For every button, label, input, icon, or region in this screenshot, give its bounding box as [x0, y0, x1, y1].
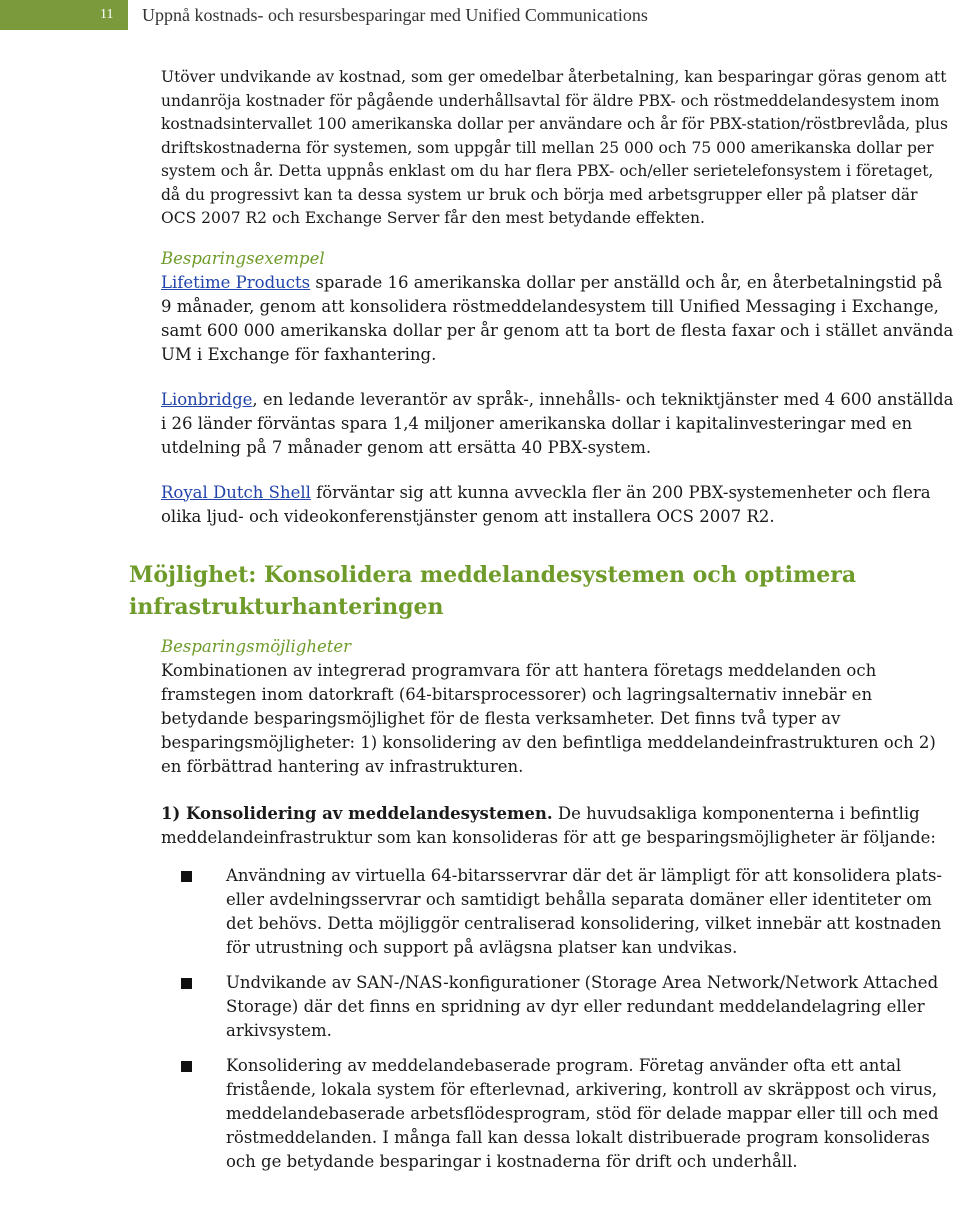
- section-heading-line1: Möjlighet: Konsolidera meddelandesystemen och optimera: [129, 561, 857, 588]
- document-body: [129, 66, 956, 1185]
- bullet-square-icon: [181, 1061, 192, 1072]
- example-lionbridge: [161, 388, 956, 460]
- consolidation-paragraph: [161, 802, 956, 850]
- intro-paragraph: Utöver undvikande av kostnad, som ger omedelbar återbetalning, kan besparingar göras genom att undanröja kostnader för pågående underhållsavtal för äldre PBX- och röstmeddelandesystem inom kostnadsintervallet 100 amerikanska dollar per användare och år för PBX-station/röstbrevlåda, plus driftskostnaderna för systemen, som uppgår till mellan 25 000 och 75 000 amerikanska dollar per system och år. Detta uppnås enklast om du har flera PBX- och/eller serietelefonsystem i företaget, då du progressivt kan ta dessa system ur bruk och börja med arbetsgrupper eller på platser där OCS 2007 R2 och Exchange Server får den mest betydande effekten.: [161, 68, 948, 227]
- opportunity-paragraph: Kombinationen av integrerad programvara för att hantera företags meddelanden och framstegen inom datorkraft (64-bitarsprocessorer) och lagringsalternativ innebär en betydande besparingsmöjlighet för de flesta verksamheter. Det finns två typer av besparingsmöjligheter: 1) konsolidering av den befintliga meddelandeinfrastrukturen och 2) en förbättrad hantering av infrastrukturen.: [161, 660, 936, 776]
- page-header: [0, 0, 960, 34]
- opportunity-heading: Besparingsmöjligheter: [161, 636, 352, 656]
- bullet-square-icon: [181, 871, 192, 882]
- list-item: [161, 864, 956, 960]
- consolidation-bold: 1) Konsolidering av meddelandesystemen.: [161, 803, 553, 823]
- consolidation-text: De huvudsakliga komponenterna i befintlig meddelandeinfrastruktur som kan konsolideras för att ge besparingsmöjligheter är följande:: [161, 803, 936, 847]
- link-lionbridge[interactable]: Lionbridge: [161, 389, 253, 409]
- section-heading-line2: infrastrukturhanteringen: [129, 593, 444, 620]
- list-item: [161, 971, 956, 1043]
- example-shell: [161, 481, 956, 529]
- bullet-text: Undvikande av SAN-/NAS-konfigurationer (Storage Area Network/Network Attached Storage) där det finns en spridning av dyr eller redundant meddelandelagring eller arkivsystem.: [226, 972, 939, 1040]
- page-number: 11: [0, 0, 128, 30]
- section-heading: [129, 559, 956, 623]
- example-heading: Besparingsexempel: [161, 248, 325, 268]
- header-title: Uppnå kostnads- och resursbesparingar med Unified Communications: [142, 5, 648, 25]
- example-lifetime: [161, 271, 956, 367]
- list-item: [161, 1054, 956, 1174]
- link-royal-dutch-shell[interactable]: Royal Dutch Shell: [161, 482, 311, 502]
- example-shell-text: förväntar sig att kunna avveckla fler än 200 PBX-systemenheter och flera olika ljud- och videokonferenstjänster genom att installera OCS 2007 R2.: [161, 482, 931, 526]
- bullet-text: Användning av virtuella 64-bitarsservrar där det är lämpligt för att konsolidera plats-eller avdelningsservrar och samtidigt behålla separata domäner eller identiteter om det behövs. Detta möjliggör centraliserad konsolidering, vilket innebär att kostnaden för utrustning och support på avlägsna platser kan undvikas.: [226, 865, 943, 957]
- bullet-list: [161, 864, 956, 1174]
- example-lifetime-text: sparade 16 amerikanska dollar per anställd och år, en återbetalningstid på 9 månader, genom att konsolidera röstmeddelandesystem till Unified Messaging i Exchange, samt 600 000 amerikanska dollar per år genom att ta bort de flesta faxar och i stället använda UM i Exchange för faxhantering.: [161, 272, 954, 364]
- bullet-square-icon: [181, 978, 192, 989]
- link-lifetime-products[interactable]: Lifetime Products: [161, 272, 311, 292]
- example-lionbridge-text: , en ledande leverantör av språk-, innehålls- och tekniktjänster med 4 600 anställda i 26 länder förväntas spara 1,4 miljoner amerikanska dollar i kapitalinvesteringar med en utdelning på 7 månader genom att ersätta 40 PBX-system.: [161, 389, 954, 457]
- bullet-text: Konsolidering av meddelandebaserade program. Företag använder ofta ett antal fristående, lokala system för efterlevnad, arkivering, kontroll av skräppost och virus, meddelandebaserade arbetsflödesprogram, stöd för delade mappar eller till och med röstmeddelanden. I många fall kan dessa lokalt distribuerade program konsolideras och ge betydande besparingar i kostnaderna för drift och underhåll.: [226, 1055, 939, 1171]
